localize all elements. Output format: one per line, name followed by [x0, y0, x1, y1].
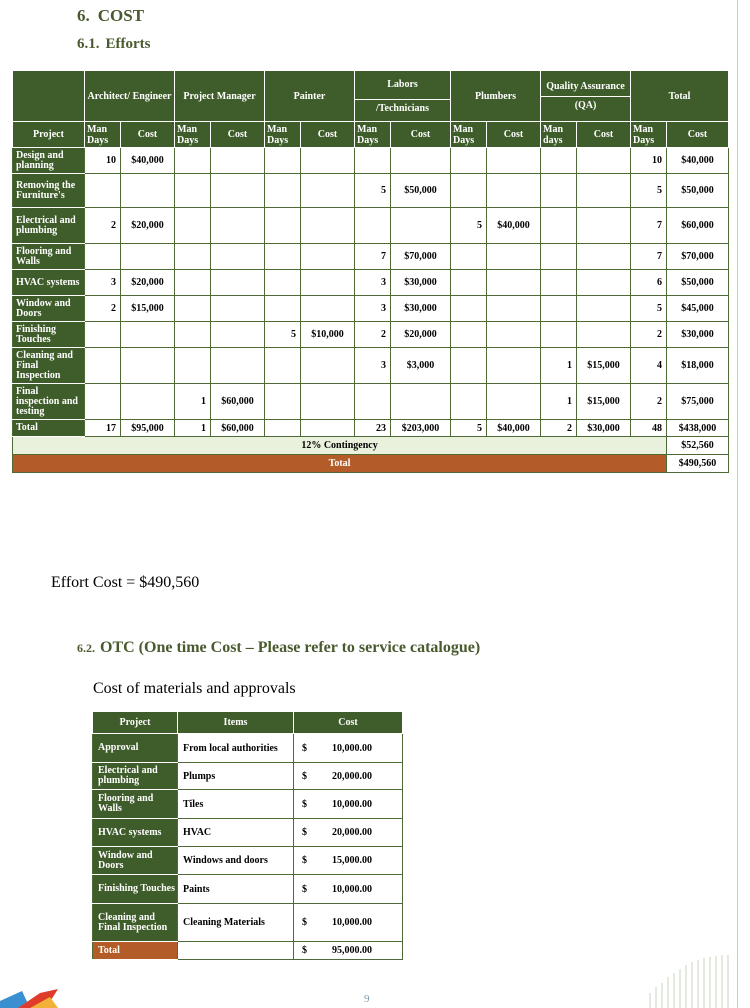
effort-header-subcols [13, 122, 729, 148]
lab-cost-cell: $20,000 [391, 322, 451, 348]
amount-value: 10,000.00 [332, 742, 372, 754]
amount-value: 20,000.00 [332, 770, 372, 782]
otc-cost-cell [294, 942, 403, 960]
table-row [93, 734, 403, 763]
qa-man-days-cell [541, 296, 577, 322]
lab-cost-cell [391, 384, 451, 420]
qa-cost-cell [577, 174, 631, 208]
amount-value: 15,000.00 [332, 855, 372, 866]
otc-cost-cell [294, 790, 403, 819]
plumb-man-days-cell [451, 322, 487, 348]
header-labors [355, 71, 451, 122]
paint-man-days-cell: 5 [265, 322, 301, 348]
pm-cost-cell: $60,000 [211, 384, 265, 420]
qa-man-days-cell: 1 [541, 384, 577, 420]
table-row [93, 875, 403, 904]
paint-man-days-cell [265, 174, 301, 208]
plumb-cost-cell: $40,000 [487, 420, 541, 437]
currency-symbol: $ [302, 855, 307, 866]
project-name-cell: Removing the Furniture's [13, 174, 85, 208]
currency-symbol: $ [302, 945, 307, 956]
header-man-days: Man Days [631, 122, 667, 148]
qa-cost-cell [577, 296, 631, 322]
subsection-number: 6.2. [77, 641, 95, 655]
tot-man-days-cell: 2 [631, 322, 667, 348]
paint-man-days-cell [265, 296, 301, 322]
plumb-man-days-cell [451, 244, 487, 270]
plumb-man-days-cell [451, 174, 487, 208]
arch-man-days-cell: 2 [85, 296, 121, 322]
tot-man-days-cell: 10 [631, 148, 667, 174]
currency-symbol: $ [302, 917, 307, 928]
lab-man-days-cell: 3 [355, 270, 391, 296]
tot-cost-cell: $70,000 [667, 244, 729, 270]
header-man-days: Man Days [451, 122, 487, 148]
lab-man-days-cell [355, 208, 391, 244]
arch-man-days-cell [85, 348, 121, 384]
otc-project-cell: Total [93, 942, 178, 960]
amount-value: 10,000.00 [332, 917, 372, 928]
otc-project-cell: Electrical and plumbing [93, 763, 178, 790]
otc-project-cell: Window and Doors [93, 847, 178, 875]
arch-cost-cell: $20,000 [121, 270, 175, 296]
lab-man-days-cell: 3 [355, 348, 391, 384]
arch-man-days-cell: 2 [85, 208, 121, 244]
paint-man-days-cell [265, 208, 301, 244]
plumb-man-days-cell: 5 [451, 420, 487, 437]
otc-item-cell: Windows and doors [178, 847, 294, 875]
project-name-cell: Total [13, 420, 85, 437]
arch-man-days-cell [85, 244, 121, 270]
table-row [13, 270, 729, 296]
qa-man-days-cell [541, 148, 577, 174]
arch-man-days-cell: 17 [85, 420, 121, 437]
lab-cost-cell [391, 148, 451, 174]
paint-man-days-cell [265, 348, 301, 384]
tot-man-days-cell: 5 [631, 296, 667, 322]
tot-cost-cell: $438,000 [667, 420, 729, 437]
effort-body [13, 148, 729, 473]
qa-cost-cell [577, 208, 631, 244]
otc-body [93, 734, 403, 960]
otc-cost-cell [294, 734, 403, 763]
otc-project-cell: Finishing Touches [93, 875, 178, 904]
lab-man-days-cell: 5 [355, 174, 391, 208]
paint-cost-cell [301, 384, 355, 420]
otc-cost-cell [294, 904, 403, 942]
otc-table [92, 711, 403, 960]
qa-cost-cell [577, 244, 631, 270]
tot-man-days-cell: 5 [631, 174, 667, 208]
table-row [93, 847, 403, 875]
paint-man-days-cell [265, 270, 301, 296]
otc-cost-cell [294, 875, 403, 904]
qa-cost-cell: $30,000 [577, 420, 631, 437]
header-qa-bottom: (QA) [541, 96, 630, 111]
plumb-cost-cell [487, 270, 541, 296]
table-row [13, 384, 729, 420]
page-number: 9 [364, 993, 370, 1005]
header-cost: Cost [121, 122, 175, 148]
currency-symbol: $ [302, 742, 307, 754]
section-heading [77, 6, 144, 26]
header-cost: Cost [391, 122, 451, 148]
project-name-cell: Electrical and plumbing [13, 208, 85, 244]
grand-total-row-label: Total [13, 455, 667, 473]
pm-cost-cell [211, 208, 265, 244]
currency-symbol: $ [302, 798, 307, 810]
otc-header-cost: Cost [294, 712, 403, 734]
header-labors-top: Labors [387, 78, 418, 90]
arch-man-days-cell [85, 322, 121, 348]
table-row [13, 208, 729, 244]
table-row [13, 244, 729, 270]
section-title: COST [97, 6, 145, 25]
qa-man-days-cell [541, 208, 577, 244]
lab-cost-cell: $3,000 [391, 348, 451, 384]
pm-man-days-cell [175, 208, 211, 244]
plumb-man-days-cell [451, 348, 487, 384]
header-cost: Cost [577, 122, 631, 148]
header-labors-bottom: /Technicians [355, 99, 450, 114]
pm-cost-cell [211, 296, 265, 322]
qa-cost-cell [577, 270, 631, 296]
pm-man-days-cell [175, 270, 211, 296]
header-cost: Cost [667, 122, 729, 148]
otc-subtitle: Cost of materials and approvals [93, 680, 296, 697]
contingency-row [13, 437, 729, 455]
table-row [93, 790, 403, 819]
qa-cost-cell [577, 148, 631, 174]
table-row [93, 904, 403, 942]
header-man-days: Man Days [85, 122, 121, 148]
paint-cost-cell [301, 208, 355, 244]
paint-cost-cell [301, 244, 355, 270]
otc-item-cell: HVAC [178, 819, 294, 847]
otc-project-cell: Flooring and Walls [93, 790, 178, 819]
plumb-man-days-cell [451, 148, 487, 174]
otc-cost-cell [294, 847, 403, 875]
paint-cost-cell [301, 270, 355, 296]
project-name-cell: Final inspection and testing [13, 384, 85, 420]
header-man-days: Man Days [355, 122, 391, 148]
pm-man-days-cell: 1 [175, 384, 211, 420]
header-man-days: Man days [541, 122, 577, 148]
tot-man-days-cell: 7 [631, 244, 667, 270]
pm-cost-cell [211, 270, 265, 296]
tot-cost-cell: $50,000 [667, 270, 729, 296]
arch-cost-cell [121, 348, 175, 384]
effort-cost-summary: Effort Cost = $490,560 [51, 574, 200, 591]
table-row [13, 348, 729, 384]
tot-man-days-cell: 4 [631, 348, 667, 384]
header-painter: Painter [265, 71, 355, 122]
effort-total-row [13, 420, 729, 437]
plumb-man-days-cell [451, 270, 487, 296]
section-number: 6. [77, 6, 90, 25]
pm-man-days-cell [175, 174, 211, 208]
otc-header-items: Items [178, 712, 294, 734]
otc-item-cell [178, 942, 294, 960]
lab-man-days-cell: 3 [355, 296, 391, 322]
subsection-heading-otc [77, 639, 480, 657]
lab-man-days-cell: 7 [355, 244, 391, 270]
plumb-cost-cell [487, 348, 541, 384]
table-row [93, 819, 403, 847]
subsection-number: 6.1. [77, 36, 100, 52]
arch-man-days-cell [85, 384, 121, 420]
tot-cost-cell: $30,000 [667, 322, 729, 348]
paint-cost-cell [301, 420, 355, 437]
page-margin-rule [737, 0, 738, 1008]
table-row [13, 148, 729, 174]
arch-cost-cell [121, 384, 175, 420]
paint-man-days-cell [265, 384, 301, 420]
grand-total-row [13, 455, 729, 473]
paint-man-days-cell [265, 244, 301, 270]
lab-cost-cell: $203,000 [391, 420, 451, 437]
tot-man-days-cell: 48 [631, 420, 667, 437]
paint-cost-cell [301, 348, 355, 384]
plumb-cost-cell: $40,000 [487, 208, 541, 244]
pm-cost-cell [211, 322, 265, 348]
qa-man-days-cell: 2 [541, 420, 577, 437]
project-name-cell: HVAC systems [13, 270, 85, 296]
otc-item-cell: Paints [178, 875, 294, 904]
otc-header-project: Project [93, 712, 178, 734]
header-total: Total [631, 71, 729, 122]
tot-cost-cell: $60,000 [667, 208, 729, 244]
paint-cost-cell: $10,000 [301, 322, 355, 348]
paint-man-days-cell [265, 148, 301, 174]
pm-cost-cell [211, 148, 265, 174]
plumb-cost-cell [487, 244, 541, 270]
table-row [13, 296, 729, 322]
pm-cost-cell [211, 348, 265, 384]
currency-symbol: $ [302, 827, 307, 838]
arch-cost-cell: $95,000 [121, 420, 175, 437]
header-project: Project [13, 122, 85, 148]
table-row [93, 763, 403, 790]
contingency-row-label: 12% Contingency [13, 437, 667, 455]
header-man-days: Man Days [265, 122, 301, 148]
header-man-days: Man Days [175, 122, 211, 148]
project-name-cell: Design and planning [13, 148, 85, 174]
qa-cost-cell: $15,000 [577, 384, 631, 420]
pm-cost-cell: $60,000 [211, 420, 265, 437]
qa-cost-cell: $15,000 [577, 348, 631, 384]
tot-cost-cell: $45,000 [667, 296, 729, 322]
plumb-cost-cell [487, 322, 541, 348]
header-qa [541, 71, 631, 122]
otc-cost-cell [294, 819, 403, 847]
otc-item-cell: From local authorities [178, 734, 294, 763]
qa-man-days-cell [541, 322, 577, 348]
otc-item-cell: Cleaning Materials [178, 904, 294, 942]
lab-cost-cell [391, 208, 451, 244]
lab-cost-cell: $70,000 [391, 244, 451, 270]
header-architect: Architect/ Engineer [85, 71, 175, 122]
tot-cost-cell: $75,000 [667, 384, 729, 420]
otc-project-cell: Cleaning and Final Inspection [93, 904, 178, 942]
pm-man-days-cell: 1 [175, 420, 211, 437]
plumb-cost-cell [487, 296, 541, 322]
tot-man-days-cell: 6 [631, 270, 667, 296]
header-qa-top: Quality Assurance [546, 81, 625, 92]
lab-cost-cell: $30,000 [391, 270, 451, 296]
subsection-title: Efforts [105, 36, 151, 52]
project-name-cell: Finishing Touches [13, 322, 85, 348]
otc-item-cell: Plumps [178, 763, 294, 790]
arch-cost-cell [121, 244, 175, 270]
subsection-heading-efforts [77, 36, 151, 53]
header-cost: Cost [301, 122, 355, 148]
arch-man-days-cell [85, 174, 121, 208]
lab-man-days-cell [355, 148, 391, 174]
plumb-man-days-cell [451, 296, 487, 322]
header-empty [13, 71, 85, 122]
pm-man-days-cell [175, 244, 211, 270]
amount-value: 10,000.00 [332, 798, 372, 810]
header-plumbers: Plumbers [451, 71, 541, 122]
header-cost: Cost [487, 122, 541, 148]
tot-man-days-cell: 7 [631, 208, 667, 244]
pm-man-days-cell [175, 322, 211, 348]
project-name-cell: Window and Doors [13, 296, 85, 322]
currency-symbol: $ [302, 883, 307, 895]
arch-cost-cell: $15,000 [121, 296, 175, 322]
arch-man-days-cell: 3 [85, 270, 121, 296]
effort-table [12, 70, 729, 473]
otc-header-row [93, 712, 403, 734]
arch-cost-cell: $40,000 [121, 148, 175, 174]
arch-cost-cell [121, 174, 175, 208]
pm-cost-cell [211, 244, 265, 270]
otc-item-cell: Tiles [178, 790, 294, 819]
currency-symbol: $ [302, 770, 307, 782]
decorative-lines-icon [640, 955, 750, 1008]
company-logo-icon [0, 987, 60, 1008]
subsection-title: OTC (One time Cost – Please refer to service catalogue) [100, 639, 481, 656]
table-row [13, 322, 729, 348]
qa-cost-cell [577, 322, 631, 348]
arch-cost-cell [121, 322, 175, 348]
lab-man-days-cell [355, 384, 391, 420]
paint-cost-cell [301, 148, 355, 174]
amount-value: 95,000.00 [332, 945, 372, 956]
plumb-man-days-cell: 5 [451, 208, 487, 244]
pm-man-days-cell [175, 296, 211, 322]
otc-total-row [93, 942, 403, 960]
pm-man-days-cell [175, 348, 211, 384]
plumb-cost-cell [487, 174, 541, 208]
lab-cost-cell: $30,000 [391, 296, 451, 322]
lab-cost-cell: $50,000 [391, 174, 451, 208]
pm-cost-cell [211, 174, 265, 208]
table-row [13, 174, 729, 208]
qa-man-days-cell [541, 270, 577, 296]
lab-man-days-cell: 2 [355, 322, 391, 348]
tot-man-days-cell: 2 [631, 384, 667, 420]
arch-cost-cell: $20,000 [121, 208, 175, 244]
otc-cost-cell [294, 763, 403, 790]
otc-project-cell: Approval [93, 734, 178, 763]
effort-header-groups [13, 71, 729, 122]
tot-cost-cell: $50,000 [667, 174, 729, 208]
paint-cost-cell [301, 174, 355, 208]
contingency-row-value: $52,560 [667, 437, 729, 455]
plumb-man-days-cell [451, 384, 487, 420]
plumb-cost-cell [487, 148, 541, 174]
lab-man-days-cell: 23 [355, 420, 391, 437]
paint-cost-cell [301, 296, 355, 322]
project-name-cell: Cleaning and Final Inspection [13, 348, 85, 384]
qa-man-days-cell [541, 244, 577, 270]
grand-total-row-value: $490,560 [667, 455, 729, 473]
plumb-cost-cell [487, 384, 541, 420]
header-cost: Cost [211, 122, 265, 148]
tot-cost-cell: $18,000 [667, 348, 729, 384]
qa-man-days-cell: 1 [541, 348, 577, 384]
amount-value: 10,000.00 [332, 883, 372, 895]
project-name-cell: Flooring and Walls [13, 244, 85, 270]
tot-cost-cell: $40,000 [667, 148, 729, 174]
paint-man-days-cell [265, 420, 301, 437]
otc-project-cell: HVAC systems [93, 819, 178, 847]
qa-man-days-cell [541, 174, 577, 208]
header-project-manager: Project Manager [175, 71, 265, 122]
pm-man-days-cell [175, 148, 211, 174]
arch-man-days-cell: 10 [85, 148, 121, 174]
amount-value: 20,000.00 [332, 827, 372, 838]
